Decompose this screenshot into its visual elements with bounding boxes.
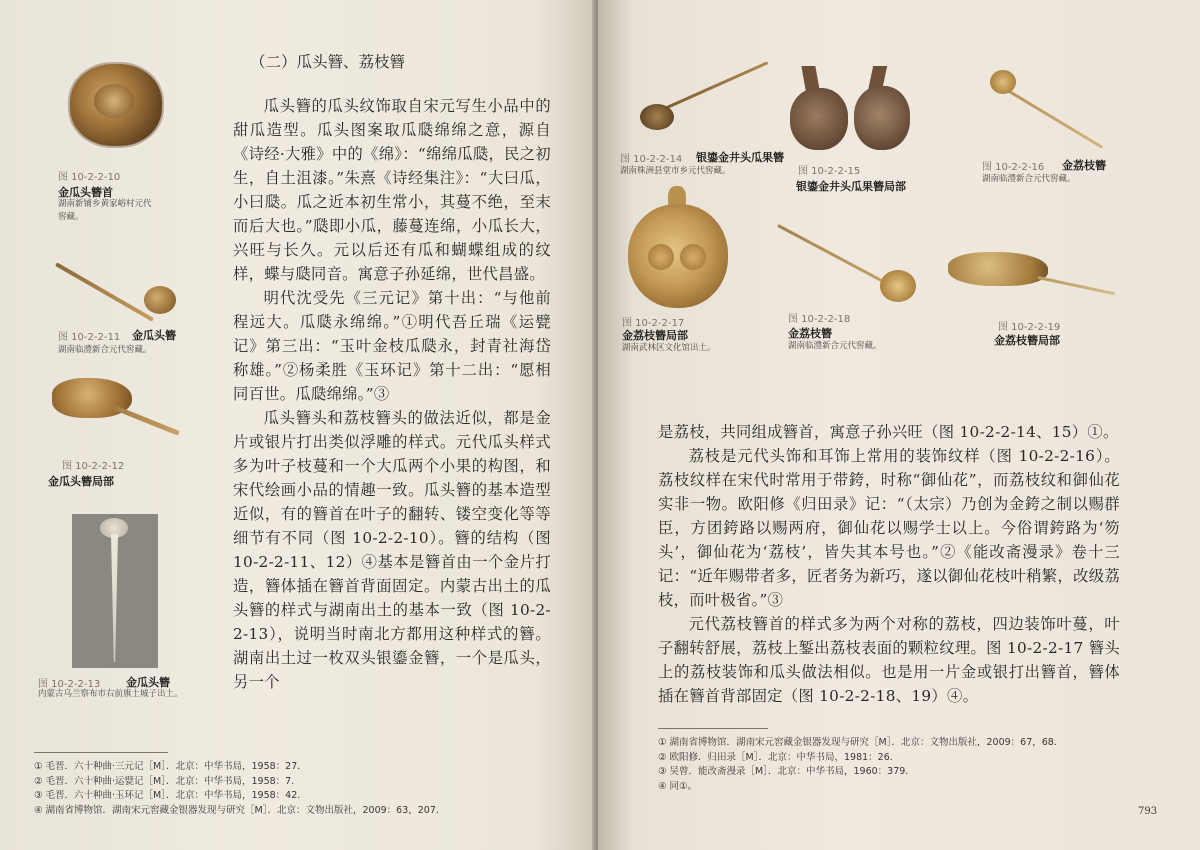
figure-number: 图 10-2-2-12 — [62, 461, 125, 472]
figure-number: 图 10-2-2-16 — [982, 162, 1045, 173]
paragraph: 瓜头簪的瓜头纹饰取自宋元写生小品中的甜瓜造型。瓜头图案取瓜瓞绵绵之意，源自《诗经·大雅》中的《绵》：“绵绵瓜瓞，民之初生，自土沮漆。”朱熹《诗经集注》：“大曰瓜，小曰瓞。瓜之近本初生常小，其蔓不绝，至末而后大也。”瓞即小瓜，藤蔓连绵，小瓜长大，兴旺与长久。元以后还有瓜和蝴蝶组成的纹样，蝶与瓞同音。寓意子孙延绵，世代昌盛。 — [233, 97, 551, 283]
body-text — [658, 420, 1120, 708]
figure-number: 图 10-2-2-18 — [788, 314, 851, 325]
figure-title: 银鎏金井头瓜果簪 — [696, 151, 784, 164]
footnote: ④ 同①。 — [658, 780, 698, 792]
page-number: 793 — [1138, 806, 1158, 817]
figure-10-2-2-14-image — [638, 70, 768, 140]
figure-title: 金荔枝簪 — [1062, 159, 1106, 172]
figure-10-2-2-18-image — [778, 218, 928, 304]
figure-title: 金瓜头簪首 — [58, 186, 113, 199]
figure-description: 湖南株洲县堂市乡元代窖藏。 — [620, 166, 731, 176]
right-page — [598, 0, 1200, 850]
figure-title: 金瓜头簪局部 — [48, 475, 114, 488]
footnote-rule — [34, 752, 168, 753]
figure-10-2-2-13-image — [72, 514, 158, 668]
figure-title: 银鎏金井头瓜果簪局部 — [796, 180, 906, 193]
figure-number: 图 10-2-2-13 — [38, 679, 101, 690]
paragraph: 明代沈受先《三元记》第十出：“与他前程远大。瓜瓞永绵绵。”①明代吾丘瑞《运甓记》第三出：“玉叶金枝瓜瓞永，封青社海岱称雄。”②杨柔胜《玉环记》第十二出：“愿相同百世。瓜瓞绵绵。”③ — [233, 289, 551, 403]
footnote: ③ 吴曾．能改斋漫录［M］．北京：中华书局，1960：379． — [658, 766, 915, 777]
figure-10-2-2-15-image — [790, 66, 920, 158]
figure-description: 湖南临澧新合元代窖藏。 — [788, 341, 882, 351]
footnote-rule — [658, 728, 768, 729]
figure-10-2-2-12-image — [52, 374, 182, 446]
left-page — [0, 0, 596, 850]
paragraph: 元代荔枝簪首的样式多为两个对称的荔枝，四边装饰叶蔓，叶子翻转舒展，荔枝上錾出荔枝表面的颗粒纹理。图 10-2-2-17 簪头上的荔枝装饰和瓜头做法相似。也是用一片金或银打出簪首，簪体插在簪首背部固定（图 10-2-2-18、19）④。 — [658, 615, 1120, 705]
footnote: ① 毛晋．六十种曲·三元记［M］．北京：中华书局，1958：27． — [34, 761, 307, 772]
footnote: ① 湖南省博物馆．湖南宋元窖藏金银器发现与研究［M］．北京：文物出版社，2009：67，68． — [658, 737, 1064, 748]
figure-10-2-2-17-image — [628, 186, 728, 312]
figure-number: 图 10-2-2-11 — [58, 332, 121, 343]
footnotes — [34, 760, 554, 818]
figure-description: 内蒙古乌兰察布市右前旗土城子出土。 — [38, 689, 183, 699]
figure-number: 图 10-2-2-17 — [622, 318, 685, 329]
figure-number: 图 10-2-2-19 — [998, 322, 1061, 333]
figure-10-2-2-11-image — [56, 240, 186, 320]
figure-description: 湖南临澧新合元代窖藏。 — [982, 174, 1076, 184]
figure-number: 图 10-2-2-14 — [620, 154, 683, 165]
body-text — [233, 94, 551, 694]
figure-10-2-2-16-image — [986, 68, 1116, 144]
figure-number: 图 10-2-2-10 — [58, 172, 121, 183]
figure-description: 窖藏。 — [58, 212, 84, 222]
figure-10-2-2-10-image — [66, 58, 166, 150]
figure-description: 湖南新铺乡黄家峪村元代 — [58, 199, 152, 209]
figure-description: 湖南武林区文化馆出土。 — [622, 343, 716, 353]
figure-number: 图 10-2-2-15 — [798, 166, 861, 177]
figure-title: 金荔枝簪局部 — [994, 334, 1060, 347]
paragraph: 是荔枝，共同组成簪首，寓意子孙兴旺（图 10-2-2-14、15）①。 — [658, 423, 1119, 441]
paragraph: 荔枝是元代头饰和耳饰上常用的装饰纹样（图 10-2-2-16）。荔枝纹样在宋代时常用于带銙，时称“御仙花”，而荔枝纹和御仙花实非一物。欧阳修《归田录》记：“（太宗）乃创为金銙之制以赐群臣，方团銙路以赐两府，御仙花以赐学士以上。今俗谓銙路为‘笏头’，御仙花为‘荔枝’，皆失其本号也。”②《能改斋漫录》卷十三记：“近年赐带者多，匠者务为新巧，遂以御仙花枝叶稍繁，改级荔枝，而叶极省。”③ — [658, 447, 1120, 609]
footnote: ② 毛晋．六十种曲·运甓记［M］．北京：中华书局，1958：7． — [34, 775, 301, 787]
footnote: ③ 毛晋．六十种曲·玉环记［M］．北京：中华书局，1958：42． — [34, 790, 307, 801]
footnote: ② 欧阳修．归田录［M］．北京：中华书局，1981：26． — [658, 751, 900, 763]
footnotes — [658, 736, 1138, 794]
figure-10-2-2-19-image — [948, 242, 1120, 312]
paragraph: 瓜头簪头和荔枝簪头的做法近似，都是金片或银片打出类似浮雕的样式。元代瓜头样式多为叶子枝蔓和一个大瓜两个小果的构图，和宋代绘画小品的情趣一致。瓜头簪的基本造型近似，有的簪首在叶子的翻转、镂空变化等等细节有不同（图 10-2-2-10）。簪的结构（图 10-2-2-11、12）④基本是簪首由一个金片打造，簪体插在簪首背面固定。内蒙古出土的瓜头簪的样式与湖南出土的基本一致（图 10-2-2-13），说明当时南北方都用这种样式的簪。湖南出土过一枚双头银鎏金簪，一个是瓜头，另一个 — [233, 409, 551, 691]
figure-description: 湖南临澧新合元代窖藏。 — [58, 345, 152, 355]
figure-title: 金荔枝簪 — [788, 327, 832, 340]
figure-title: 金瓜头簪 — [126, 676, 170, 689]
figure-title: 金荔枝簪局部 — [622, 329, 688, 342]
section-heading: （二）瓜头簪、荔枝簪 — [250, 53, 406, 71]
figure-title: 金瓜头簪 — [132, 329, 176, 342]
footnote: ④ 湖南省博物馆．湖南宋元窖藏金银器发现与研究［M］．北京：文物出版社，2009：63，207． — [34, 804, 446, 816]
